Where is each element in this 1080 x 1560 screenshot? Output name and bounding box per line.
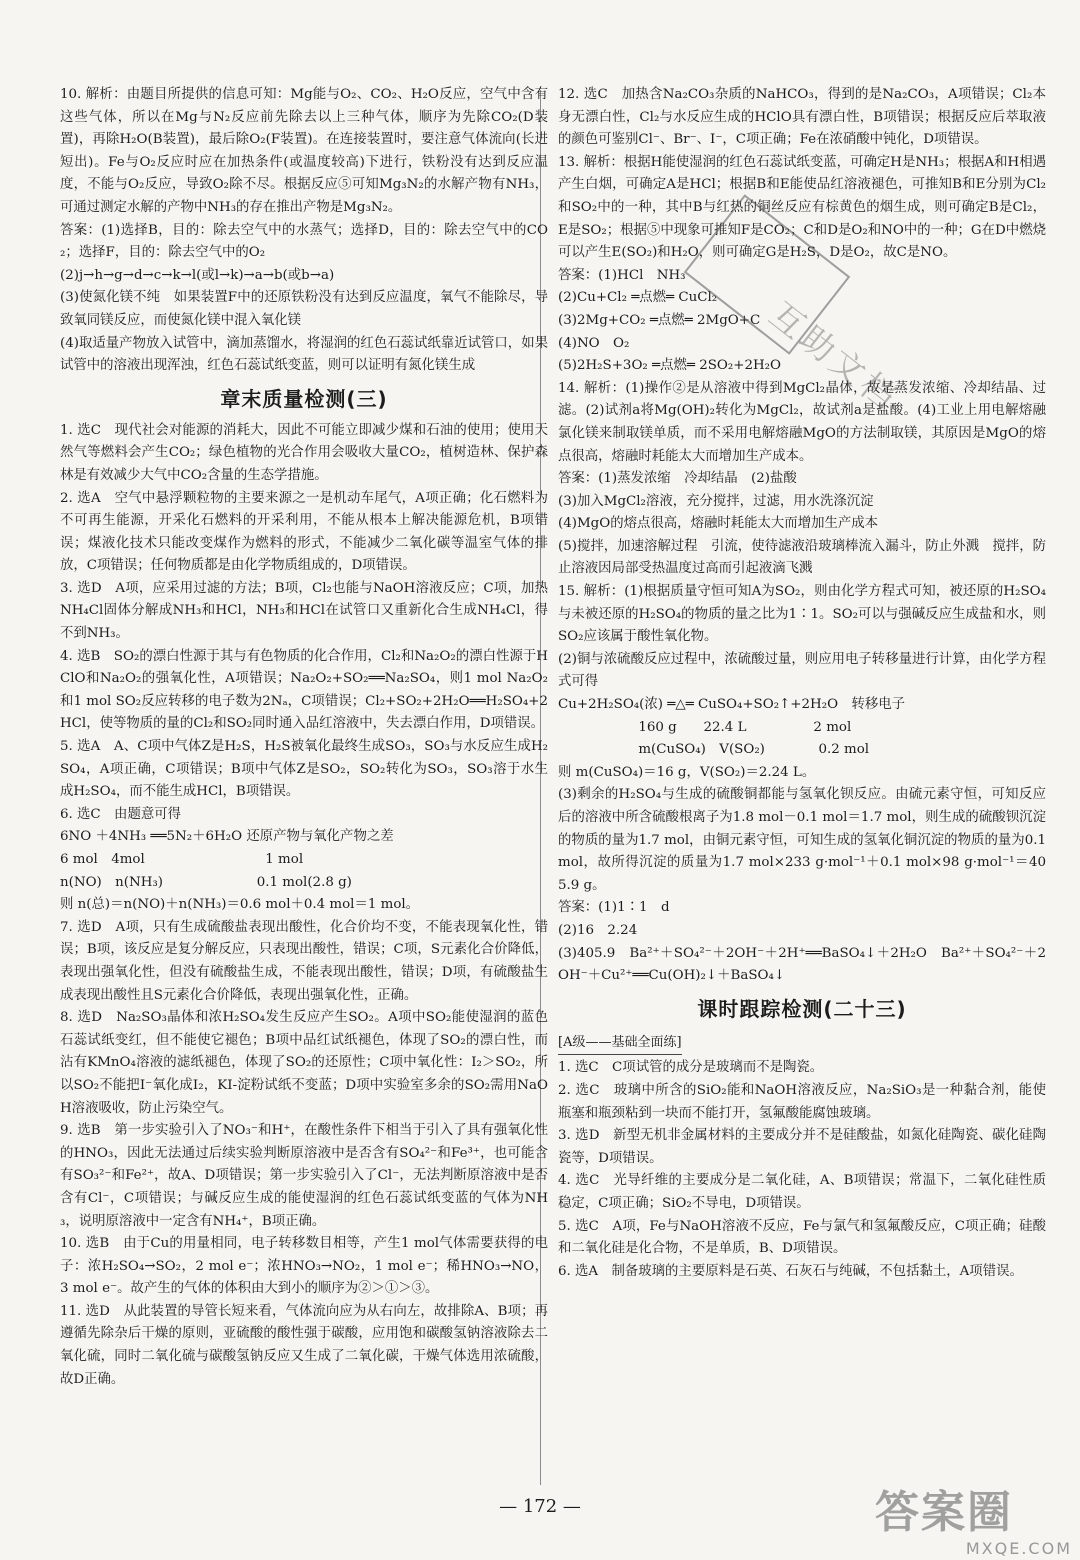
- answer-paragraph: 答案：(1)HCl NH₃: [558, 267, 686, 283]
- answer-paragraph: (4)MgO的熔点很高，熔融时耗能太大而增加生产成本: [558, 516, 879, 532]
- answer-paragraph: 6NO ＋4NH₃ ══5N₂＋6H₂O 还原产物与氧化产物之差: [60, 829, 394, 845]
- answer-paragraph: (5)搅拌，加速溶解过程 引流，使待滤液沿玻璃棒流入漏斗，防止外溅 搅拌，防止溶液因局部受热温度过高而引起液滴飞溅: [558, 538, 1046, 577]
- answer-paragraph: m(CuSO₄) V(SO₂) 0.2 mol: [558, 742, 870, 758]
- answer-paragraph: (3)2Mg+CO₂ ═点燃═ 2MgO+C: [558, 312, 761, 328]
- answer-paragraph: n(NO) n(NH₃) 0.1 mol(2.8 g): [60, 874, 352, 890]
- answer-paragraph: (5)2H₂S+3O₂ ═点燃═ 2SO₂+2H₂O: [558, 358, 782, 374]
- left-top-block: [60, 84, 548, 378]
- answer-paragraph: (2)j→h→g→d→c→k→l(或l→k)→a→b(或b→a): [60, 267, 335, 283]
- answer-paragraph: 160 g 22.4 L 2 mol: [558, 719, 852, 735]
- answer-paragraph: 6. 选C 由题意可得: [60, 806, 182, 822]
- answer-paragraph: 1. 选C C项试管的成分是玻璃而不是陶瓷。: [558, 1060, 824, 1076]
- answer-paragraph: 11. 选D 从此装置的导管长短来看，气体流向应为从右向左，故排除A、B项；再遵循先除杂后干燥的原则，亚硫酸的酸性强于碳酸，应用饱和碳酸氢钠溶液除去二氧化硫，同时二氧化硫与碳酸氢钠反应又生成了二氧化碳，干燥气体选用浓硫酸，故D正确。: [60, 1303, 548, 1387]
- answer-paragraph: (3)405.9 Ba²⁺＋SO₄²⁻＋2OH⁻＋2H⁺══BaSO₄↓＋2H₂O Ba²⁺＋SO₄²⁻＋2OH⁻＋Cu²⁺══Cu(OH)₂↓＋BaSO₄↓: [558, 945, 1046, 984]
- answer-paragraph: Cu+2H₂SO₄(浓) ═△═ CuSO₄+SO₂↑+2H₂O 转移电子: [558, 697, 906, 713]
- answer-paragraph: 答案：(1)1∶1 d: [558, 900, 670, 916]
- answer-paragraph: 1. 选C 现代社会对能源的消耗大，因此不可能立即减少煤和石油的使用；使用天然气等燃料会产生CO₂；绿色植物的光合作用会吸收大量CO₂，植树造林、保护森林是有效减少大气中CO₂含量的生态学措施。: [60, 422, 548, 483]
- answer-paragraph: 14. 解析：(1)操作②是从溶液中得到MgCl₂晶体，故是蒸发浓缩、冷却结晶、过滤。(2)试剂a将Mg(OH)₂转化为MgCl₂，故试剂a是盐酸。(4)工业上用电解熔融氯化镁来制取镁单质，而不采用电解熔融MgO的方法制取镁，其原因是MgO的熔点很高，熔融时耗能太大而增加生产成本。: [558, 380, 1046, 464]
- answer-paragraph: 3. 选D 新型无机非金属材料的主要成分并不是硅酸盐，如氮化硅陶瓷、碳化硅陶瓷等，D项错误。: [558, 1128, 1046, 1166]
- answer-paragraph: 13. 解析：根据H能使湿润的红色石蕊试纸变蓝，可确定H是NH₃；根据A和H相遇产生白烟，可确定A是HCl；根据B和E能使品红溶液褪色，可推知B和E分别为Cl₂和SO₂中的一种，其中B与红热的铜丝反应有棕黄色的烟生成，则可确定B是Cl₂，E是SO₂；根据⑤中现象可推知F是CO₂；C和D是O₂和NO中的一种；G在D中燃烧可以产生E(SO₂)和H₂O，则可确定G是H₂S，D是O₂，故C是NO。: [558, 154, 1046, 261]
- answer-paragraph: 答案：(1)蒸发浓缩 冷却结晶 (2)盐酸: [558, 471, 797, 487]
- section-title-lesson-test: 课时跟踪检测(二十三): [697, 996, 907, 1021]
- right-bottom-block: [558, 1057, 1046, 1283]
- answer-paragraph: (3)剩余的H₂SO₄与生成的硫酸铜都能与氢氧化钡反应。由硫元素守恒，可知反应后的溶液中所含硫酸根离子为1.8 mol－0.1 mol＝1.7 mol，则生成的硫酸钡沉淀的物质的量为1.7 mol，由铜元素守恒，可知生成的氢氧化铜沉淀的物质的量为0.1 mol，故所得沉淀的质量为1.7 mol×233 g·mol⁻¹＋0.1 mol×98 g·mol⁻¹＝405.9 g。: [558, 787, 1051, 893]
- answer-paragraph: 4. 选C 光导纤维的主要成分是二氧化硅，A、B项错误；常温下，二氧化硅性质稳定，C项正确；SiO₂不导电，D项错误。: [558, 1173, 1046, 1211]
- answer-paragraph: (3)使氮化镁不纯 如果装置F中的还原铁粉没有达到反应温度，氧气不能除尽，导致氧同镁反应，而使氮化镁中混入氧化镁: [60, 290, 548, 328]
- right-top-block: [558, 84, 1051, 988]
- answer-paragraph: (2)Cu+Cl₂ ═点燃═ CuCl₂: [558, 290, 718, 306]
- answer-paragraph: (4)NO O₂: [558, 335, 630, 351]
- watermark-logo-text: 答案圈: [875, 1487, 1013, 1538]
- answer-paragraph: 9. 选B 第一步实验引入了NO₃⁻和H⁺，在酸性条件下相当于引入了具有强氧化性的HNO₃，因此无法通过后续实验判断原溶液中是否含有SO₄²⁻和Fe³⁺，也可能含有SO₃²⁻和Fe²⁺，故A、D项错误；第一步实验引入了Cl⁻，无法判断原溶液中是否含有Cl⁻，C项错误；与碱反应生成的能使湿润的红色石蕊试纸变蓝的气体为NH₃，说明原溶液中一定含有NH₄⁺，B项正确。: [60, 1123, 548, 1229]
- answer-paragraph: 10. 选B 由于Cu的用量相同，电子转移数目相等，产生1 mol气体需要获得的电子：浓H₂SO₄→SO₂，2 mol e⁻；浓HNO₃→NO₂，1 mol e⁻；稀HNO₃→NO，3 mol e⁻。故产生的气体的体积由大到小的顺序为②＞①＞③。: [60, 1236, 548, 1297]
- left-bottom-block: [60, 420, 548, 1392]
- level-a-label: [A级——基础全面练]: [558, 1032, 682, 1056]
- answer-paragraph: 则 m(CuSO₄)＝16 g，V(SO₂)＝2.24 L。: [558, 764, 816, 780]
- answer-paragraph: (4)取适量产物放入试管中，滴加蒸馏水，将湿润的红色石蕊试纸靠近试管口，如果试管中的溶液出现浑浊，红色石蕊试纸变蓝，则可以证明有氮化镁生成: [60, 335, 548, 374]
- answer-paragraph: 6 mol 4mol 1 mol: [60, 852, 304, 867]
- page-number: — 172 —: [499, 1496, 581, 1517]
- answer-paragraph: 2. 选C 玻璃中所含的SiO₂能和NaOH溶液反应，Na₂SiO₃是一种黏合剂，能使瓶塞和瓶颈粘到一块而不能打开，氢氟酸能腐蚀玻璃。: [558, 1082, 1046, 1121]
- site-watermark: [875, 1487, 1080, 1560]
- answer-paragraph: 8. 选D Na₂SO₃晶体和浓H₂SO₄发生反应产生SO₂。A项中SO₂能使湿润的蓝色石蕊试纸变红，但不能使它褪色；B项中品红试纸褪色，体现了SO₂的漂白性，而沾有KMnO₄溶液的滤纸褪色，体现了SO₂的还原性；C项中氧化性：I₂＞SO₂，所以SO₂不能把I⁻氧化成I₂，KI-淀粉试纸不变蓝；D项中实验室多余的SO₂需用NaOH溶液吸收，防止污染空气。: [60, 1010, 548, 1116]
- answer-paragraph: (2)铜与浓硫酸反应过程中，浓硫酸过量，则应用电子转移量进行计算，由化学方程式可得: [558, 651, 1046, 690]
- answer-paragraph: 15. 解析：(1)根据质量守恒可知A为SO₂，则由化学方程式可知，被还原的H₂SO₄与未被还原的H₂SO₄的物质的量之比为1∶1。SO₂可以与强碱反应生成盐和水，则SO₂应该属于酸性氧化物。: [558, 584, 1046, 645]
- answer-paragraph: 2. 选A 空气中悬浮颗粒物的主要来源之一是机动车尾气，A项正确；化石燃料为不可再生能源，开采化石燃料的开采利用，不能从根本上解决能源危机，B项错误；煤液化技术只能改变煤作为燃料的形式，不能减少二氧化碳等温室气体的排放，C项错误；任何物质都是由化学物质组成的，D项错误。: [60, 490, 548, 574]
- answer-paragraph: 6. 选A 制备玻璃的主要原料是石英、石灰石与纯碱，不包括黏土，A项错误。: [558, 1263, 1023, 1279]
- answer-paragraph: 10. 解析：由题目所提供的信息可知：Mg能与O₂、CO₂、H₂O反应，空气中含有这些气体，所以在Mg与N₂反应前先除去以上三种气体，顺序为先除CO₂(D装置)，再除H₂O(B装置)，最后除O₂(F装置)。在连接装置时，要注意气体流向(长进短出)。Fe与O₂反应时应在加热条件(或温度较高)下进行，铁粉没有达到反应温度，不能与O₂反应，导致O₂除不尽。根据反应⑤可知Mg₃N₂的水解产物有NH₃，可通过测定水解的产物中NH₃的存在推出产物是Mg₃N₂。: [60, 87, 548, 215]
- answer-paragraph: 12. 选C 加热含Na₂CO₃杂质的NaHCO₃，得到的是Na₂CO₃，A项错误；Cl₂本身无漂白性，Cl₂与水反应生成的HClO具有漂白性，B项错误；根据反应后萃取液的颜色可鉴别Cl⁻、Br⁻、I⁻，C项正确；Fe在浓硝酸中钝化，D项错误。: [558, 87, 1046, 148]
- answer-paragraph: 4. 选B SO₂的漂白性源于其与有色物质的化合作用，Cl₂和Na₂O₂的漂白性源于HClO和Na₂O₂的强氧化性，A项错误；Na₂O₂+SO₂══Na₂SO₄，则1 mol Na₂O₂和1 mol SO₂反应转移的电子数为2Nₐ，C项错误；Cl₂+SO₂+2H₂O══H₂SO₄+2HCl，使等物质的量的Cl₂和SO₂同时通入品红溶液中，失去漂白作用，D项错误。: [60, 648, 548, 732]
- answer-paragraph: 则 n(总)＝n(NO)＋n(NH₃)＝0.6 mol＋0.4 mol＝1 mol。: [60, 897, 420, 913]
- watermark-url: MXQE.COM: [965, 1539, 1072, 1558]
- left-column: [60, 84, 548, 1391]
- answer-paragraph: 5. 选A A、C项中气体Z是H₂S，H₂S被氧化最终生成SO₃，SO₃与水反应生成H₂SO₄，A项正确，C项错误；B项中气体Z是SO₂，SO₂转化为SO₃，SO₃溶于水生成H₂SO₄，而不能生成HCl，B项错误。: [60, 739, 548, 800]
- answer-paragraph: 5. 选C A项，Fe与NaOH溶液不反应，Fe与氯气和氢氟酸反应，C项正确；硅酸和二氧化硅是化合物，不是单质，B、D项错误。: [558, 1218, 1046, 1257]
- answer-paragraph: 3. 选D A项，应采用过滤的方法；B项，Cl₂也能与NaOH溶液反应；C项，加热NH₄Cl固体分解成NH₃和HCl，NH₃和HCl在试管口又重新化合生成NH₄Cl，得不到NH₃。: [60, 580, 548, 642]
- answer-paragraph: (3)加入MgCl₂溶液，充分搅拌，过滤，用水洗涤沉淀: [558, 493, 874, 509]
- answer-paragraph: 答案：(1)选择B，目的：除去空气中的水蒸气；选择D，目的：除去空气中的CO₂；选择F，目的：除去空气中的O₂: [60, 222, 548, 261]
- answer-paragraph: 7. 选D A项，只有生成硫酸盐表现出酸性，化合价均不变，不能表现氧化性，错误；B项，该反应是复分解反应，只表现出酸性，错误；C项，S元素化合价降低，表现出强氧化性，但没有硫酸盐生成，不能表现出酸性，错误；D项，有硫酸盐生成表现出酸性且S元素化合价降低，表现出强氧化性，正确。: [60, 919, 548, 1003]
- stamp-text: 互助文档: [761, 294, 907, 420]
- section-title-chapter-test: 章末质量检测(三): [220, 386, 388, 411]
- answer-paragraph: (2)16 2.24: [558, 922, 638, 938]
